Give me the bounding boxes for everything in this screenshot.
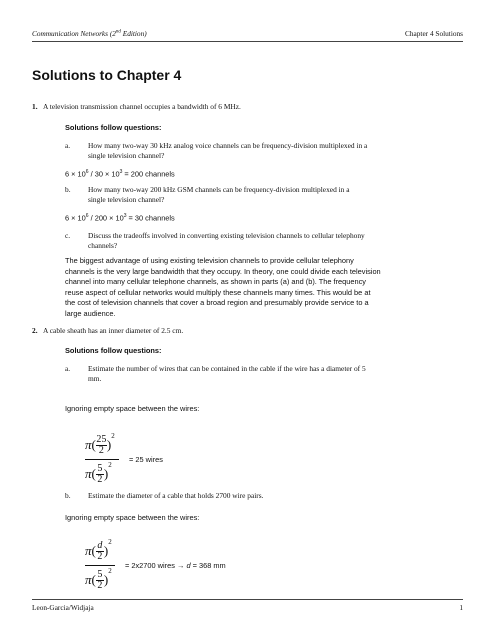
page-title: Solutions to Chapter 4	[32, 67, 182, 83]
footer-authors: Leon-Garcia/Widjaja	[32, 603, 94, 612]
page-number: 1	[459, 603, 463, 612]
q2a-label: a.	[65, 364, 71, 373]
q2a-intro: Ignoring empty space between the wires:	[65, 404, 200, 413]
q1-text: A television transmission channel occupies a bandwidth of 6 MHz.	[43, 102, 241, 111]
arrow-right-icon: →	[176, 560, 185, 570]
q2-follow: Solutions follow questions:	[65, 346, 162, 355]
q1c-label: c.	[65, 231, 71, 240]
q1a-question: How many two-way 30 kHz analog voice channels can be frequency-division multiplexed in a single television channel?	[88, 141, 368, 160]
q1b-answer: $6 \times 10^6 / 200 \times 10^3 = 30$ channels	[65, 213, 175, 223]
q1a-label: a.	[65, 141, 71, 150]
q2b-question: Estimate the diameter of a cable that holds 2700 wire pairs.	[88, 491, 264, 500]
q2b-big-fraction: π ( $\frac{d}{2}$ ) $^2$ π ( $\frac{5}{2}$ ) $^2$	[85, 538, 115, 593]
header-chapter: Chapter 4 Solutions	[405, 29, 463, 38]
page-header	[32, 29, 463, 38]
q1a-answer: $6 \times 10^6 / 30 \times 10^3 = 200$ channels	[65, 169, 175, 179]
q2-text: A cable sheath has an inner diameter of 2.5 cm.	[43, 326, 184, 335]
q2a-big-fraction: π ( $\frac{25}{2}$ ) $^2$ π ( $\frac{5}{2}$ ) $^2$	[85, 432, 119, 487]
q2-number: 2.	[32, 326, 38, 335]
header-book-title: Communication Networks (2nd Edition)	[32, 29, 147, 38]
q1c-question: Discuss the tradeoffs involved in converting existing television channels to cellular telephony channels?	[88, 231, 365, 250]
page-footer	[32, 603, 463, 612]
footer-rule	[32, 599, 463, 600]
q1c-answer: The biggest advantage of using existing television channels to provide cellular telephony channels is the very large bandwidth that they occupy. In theory, one could divide each television channel into many cellular telephone channels, as shown in parts (a) and (b). The frequency reuse aspect of cellular networks would multiply these channels many times. This would be at the cost of television channels that cover a broad region and presumably provide service to a large audience.	[65, 256, 381, 318]
q2a-equation	[85, 432, 163, 487]
q1-follow: Solutions follow questions:	[65, 123, 162, 132]
q2b-label: b.	[65, 491, 71, 500]
q2b-equation	[85, 506, 226, 593]
q2b-result: = 2x2700 wires → d = 368 mm	[125, 560, 226, 570]
q2b-intro: Ignoring empty space between the wires:	[65, 513, 200, 522]
q2a-result: = 25 wires	[129, 454, 163, 464]
q1-number: 1.	[32, 102, 38, 111]
q2a-question: Estimate the number of wires that can be contained in the cable if the wire has a diameter of 5 mm.	[88, 364, 366, 383]
header-rule	[32, 41, 463, 42]
q1b-question: How many two-way 200 kHz GSM channels can be frequency-division multiplexed in a single television channel?	[88, 185, 350, 204]
q1b-label: b.	[65, 185, 71, 194]
